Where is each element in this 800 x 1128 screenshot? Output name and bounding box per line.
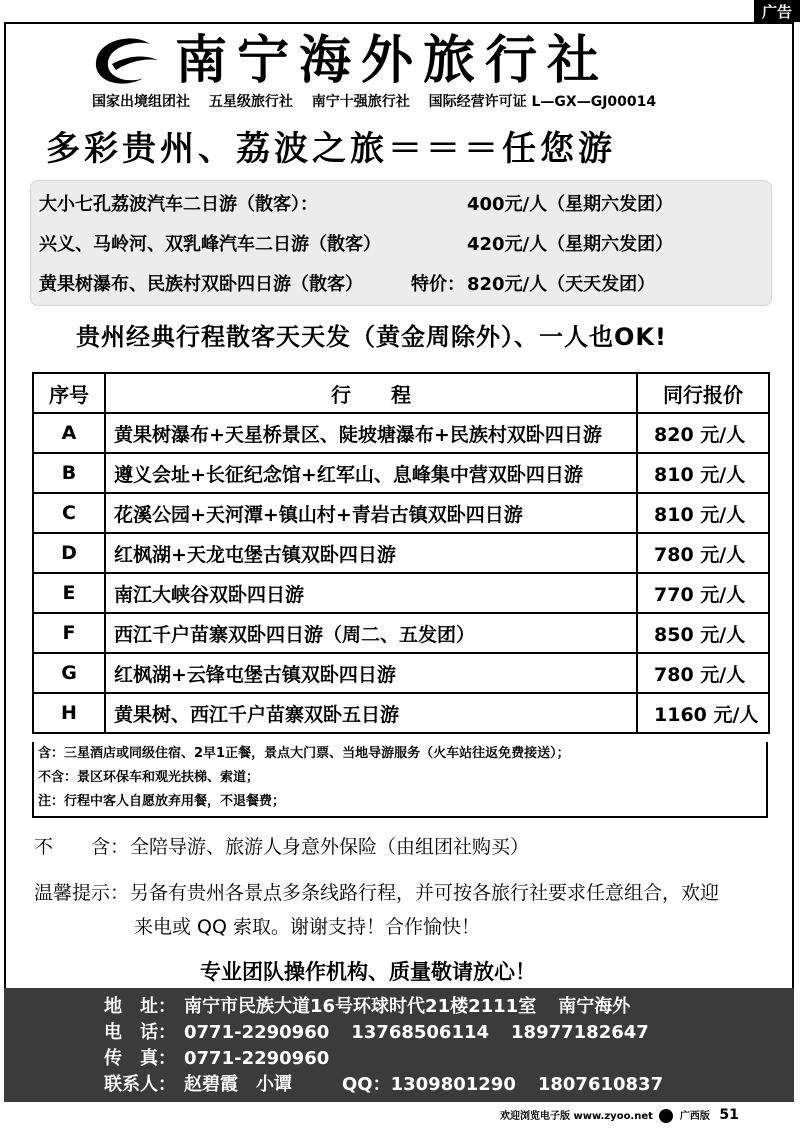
- footer-text: 欢迎浏览电子版 www.zyoo.net: [500, 1111, 653, 1122]
- headline: 多彩贵州、荔波之旅＝＝＝任您游: [46, 129, 616, 169]
- phone-number: 18977182647: [511, 1022, 649, 1043]
- fax-number: 0771-2290960: [184, 1048, 330, 1069]
- offer-price: 420元/人（星期六发团）: [467, 234, 674, 255]
- route-description: 花溪公园+天河潭+镇山村+青岩古镇双卧四日游: [105, 493, 637, 533]
- offer-row: [39, 191, 769, 219]
- phone-label: 电 话：: [104, 1022, 176, 1043]
- route-description: 黄果树瀑布+天星桥景区、陡坡塘瀑布+民族村双卧四日游: [105, 413, 637, 453]
- table-row: [33, 693, 769, 733]
- table-header-row: [33, 373, 769, 413]
- credential-item: 国家出境组团社: [92, 94, 190, 110]
- offer-row: [39, 271, 769, 299]
- quality-promise: 专业团队操作机构、质量敬请放心！: [200, 960, 536, 984]
- fax-row: [104, 1046, 784, 1072]
- tips-line: 来电或 QQ 索取。谢谢支持！合作愉快！: [134, 916, 480, 938]
- table-row: [33, 453, 769, 493]
- route-code: A: [33, 413, 105, 453]
- column-header: 序号: [33, 373, 105, 413]
- contact-persons: 赵碧霞 小谭: [184, 1074, 292, 1095]
- edition-badge-icon: [659, 1109, 673, 1123]
- route-description: 红枫湖+云锋屯堡古镇双卧四日游: [105, 653, 637, 693]
- offer-name: 兴义、马岭河、双乳峰汽车二日游（散客）: [39, 234, 381, 255]
- table-row: [33, 533, 769, 573]
- warm-tips: [34, 876, 764, 944]
- contact-panel: [4, 988, 794, 1102]
- note-line: 注：行程中客人自愿放弃用餐，不退餐费；: [38, 794, 286, 809]
- table-row: [33, 573, 769, 613]
- offer-tag: 特价：: [411, 274, 465, 295]
- tips-label: 温馨提示：: [34, 882, 130, 904]
- credential-item: 五星级旅行社: [208, 94, 293, 110]
- qq-number: 1807610837: [537, 1074, 664, 1095]
- address-text: 南宁市民族大道16号环球时代21楼2111室: [184, 996, 537, 1017]
- offer-name: 大小七孔荔波汽车二日游（散客）：: [39, 194, 318, 215]
- column-header: 行 程: [105, 373, 637, 413]
- phone-row: [104, 1020, 784, 1046]
- page-footer: [500, 1104, 796, 1126]
- route-price: 780 元/人: [637, 533, 769, 573]
- offer-price: 400元/人（星期六发团）: [467, 194, 674, 215]
- note-line: 含：三星酒店或同级住宿、2早1正餐，景点大门票、当地导游服务（火车站往返免费接送）；: [38, 746, 570, 761]
- itinerary-table: [32, 372, 770, 734]
- route-code: H: [33, 693, 105, 733]
- route-description: 遵义会址+长征纪念馆+红军山、息峰集中营双卧四日游: [105, 453, 637, 493]
- table-row: [33, 613, 769, 653]
- credential-item: 国际经营许可证 L—GX—GJ00014: [428, 94, 657, 110]
- page-number: 51: [719, 1107, 739, 1123]
- route-code: B: [33, 453, 105, 493]
- exclusions-label: 不 含：: [34, 836, 130, 858]
- table-row: [33, 493, 769, 533]
- route-description: 西江千户苗寨双卧四日游（周二、五发团）: [105, 613, 637, 653]
- qq-label: QQ：: [342, 1074, 391, 1095]
- offer-row: [39, 231, 769, 259]
- offer-price: 820元/人（天天发团）: [467, 274, 656, 295]
- person-label: 联系人：: [104, 1074, 176, 1095]
- route-price: 810 元/人: [637, 453, 769, 493]
- route-price: 1160 元/人: [637, 693, 769, 733]
- phone-number: 13768506114: [351, 1022, 490, 1043]
- table-row: [33, 413, 769, 453]
- company-credentials: [92, 92, 732, 112]
- note-line: 不含：景区环保车和观光扶梯、索道；: [38, 770, 260, 785]
- tagline: 贵州经典行程散客天天发（黄金周除外）、一人也OK!: [76, 323, 667, 351]
- ad-corner-tag: 广告: [754, 0, 800, 22]
- table-row: [33, 653, 769, 693]
- fax-label: 传 真：: [104, 1048, 176, 1069]
- tips-line: 另备有贵州各景点多条线路行程，并可按各旅行社要求任意组合，欢迎: [130, 882, 720, 904]
- address-label: 地 址：: [104, 996, 176, 1017]
- route-description: 南江大峡谷双卧四日游: [105, 573, 637, 613]
- route-price: 820 元/人: [637, 413, 769, 453]
- exclusions-text: 全陪导游、旅游人身意外保险（由组团社购买）: [130, 836, 530, 858]
- route-code: D: [33, 533, 105, 573]
- address-extra: 南宁海外: [558, 996, 631, 1017]
- route-code: C: [33, 493, 105, 533]
- route-price: 780 元/人: [637, 653, 769, 693]
- route-price: 810 元/人: [637, 493, 769, 533]
- exclusions: [34, 832, 754, 862]
- column-header: 同行报价: [637, 373, 769, 413]
- company-name: 南宁海外旅行社: [175, 31, 610, 91]
- person-row: [104, 1072, 784, 1098]
- offer-name: 黄果树瀑布、民族村双卧四日游（散客）: [39, 274, 363, 295]
- footer-edition: 广西版: [679, 1111, 710, 1122]
- route-price: 850 元/人: [637, 613, 769, 653]
- company-logo-icon: [92, 34, 162, 88]
- address-row: [104, 994, 784, 1020]
- route-description: 红枫湖+天龙屯堡古镇双卧四日游: [105, 533, 637, 573]
- phone-number: 0771-2290960: [184, 1022, 330, 1043]
- route-code: G: [33, 653, 105, 693]
- route-code: E: [33, 573, 105, 613]
- route-price: 770 元/人: [637, 573, 769, 613]
- table-notes: [32, 742, 768, 818]
- route-description: 黄果树、西江千户苗寨双卧五日游: [105, 693, 637, 733]
- route-code: F: [33, 613, 105, 653]
- offer-box: [30, 180, 772, 306]
- credential-item: 南宁十强旅行社: [311, 94, 410, 110]
- qq-number: 1309801290: [390, 1074, 516, 1095]
